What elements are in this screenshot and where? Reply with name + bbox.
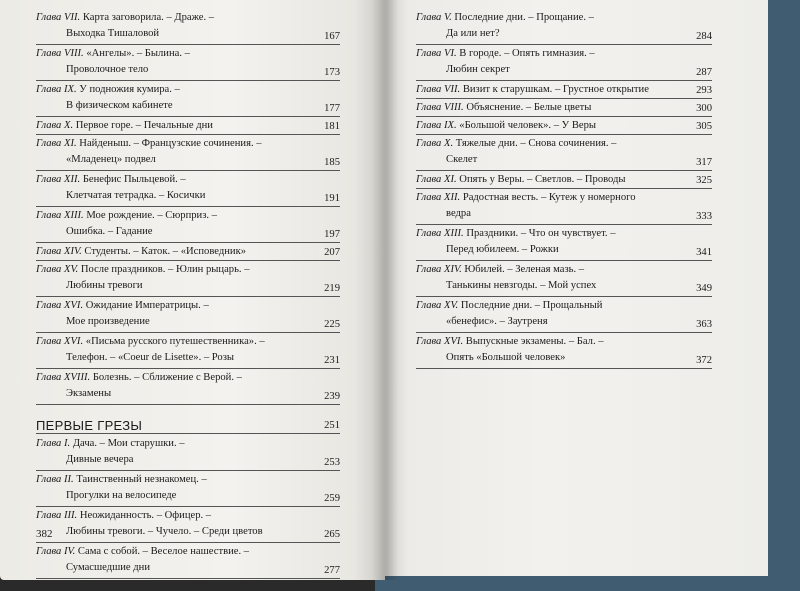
book-gutter (372, 0, 398, 580)
toc-entry-line (416, 264, 712, 280)
chapter-title: Болезнь. – Сближение с Верой. – (92, 372, 242, 383)
toc-entry (416, 300, 712, 333)
chapter-label: Глава III. (36, 510, 78, 521)
page-number: 333 (696, 211, 712, 222)
toc-entry (416, 12, 712, 45)
page-number: 197 (324, 229, 340, 240)
toc-entry-line (416, 12, 712, 28)
chapter-title: После праздников. – Юлин рыцарь. – (80, 264, 250, 275)
chapter-title: «Большой человек». – У Веры (459, 120, 596, 131)
toc-entry-line (416, 28, 712, 44)
chapter-label: Глава XIII. (416, 228, 464, 239)
chapter-title: Прогулки на велосипеде (66, 490, 177, 501)
chapter-title: Бенефис Пыльцевой. – (82, 174, 186, 185)
page-number: 167 (324, 31, 340, 42)
chapter-label: Глава X. (416, 138, 454, 149)
page-number: 225 (324, 319, 340, 330)
chapter-title: Ошибка. – Гадание (66, 226, 153, 237)
chapter-label: Глава XVI. (416, 336, 464, 347)
left-entries-list (36, 12, 340, 405)
toc-entry (36, 84, 340, 117)
chapter-label: Глава VII. (36, 12, 81, 23)
chapter-title: В физическом кабинете (66, 100, 173, 111)
chapter-title: Карта заговорила. – Драже. – (82, 12, 215, 23)
chapter-title: Танькины невзгоды. – Мой успех (446, 280, 597, 291)
toc-entry (36, 336, 340, 369)
chapter-label: Глава XV. (416, 300, 459, 311)
chapter-title: Мое рождение. – Сюрприз. – (86, 210, 217, 221)
chapter-title: Найденыш. – Французские сочинения. – (79, 138, 262, 149)
toc-entry-line (416, 316, 712, 332)
chapter-title: Выходка Тишаловой (66, 28, 160, 39)
chapter-title: Любины тревоги (66, 280, 143, 291)
toc-entry (416, 84, 712, 99)
chapter-title: Первое горе. – Печальные дни (75, 120, 213, 131)
toc-entry-line (36, 454, 340, 470)
chapter-title: Студенты. – Каток. – «Исповедник» (84, 246, 247, 257)
section-title: ПЕРВЫЕ ГРЕЗЫ (36, 418, 143, 433)
toc-entry-line (36, 48, 340, 64)
page-number: 349 (696, 283, 712, 294)
chapter-title: Тяжелые дни. – Снова сочинения. – (455, 138, 617, 149)
chapter-title: Визит к старушкам. – Грустное открытие (462, 84, 649, 95)
toc-entry-line (416, 208, 712, 224)
chapter-label: Глава X. (36, 120, 74, 131)
toc-entry-line (416, 336, 712, 352)
chapter-title: Проволочное тело (66, 64, 149, 75)
toc-entry-line (36, 174, 340, 190)
page-number: 300 (696, 103, 712, 114)
left-toc (36, 12, 340, 582)
chapter-title: Мое произведение (66, 316, 150, 327)
toc-entry (416, 264, 712, 297)
toc-entry-line (36, 246, 340, 260)
toc-entry-line (36, 84, 340, 100)
toc-entry-line (36, 438, 340, 454)
right-toc (416, 12, 712, 372)
page-number: 239 (324, 391, 340, 402)
toc-entry-line (416, 300, 712, 316)
chapter-title: «Письма русского путешественника». – (85, 336, 265, 347)
toc-entry-line (36, 474, 340, 490)
toc-entry-line (36, 316, 340, 332)
toc-entry-line (36, 562, 340, 578)
chapter-title: Праздники. – Что он чувствует. – (466, 228, 616, 239)
toc-entry (36, 210, 340, 243)
toc-entry-line (416, 228, 712, 244)
toc-entry-line (416, 120, 712, 134)
chapter-title: Любины тревоги. – Чучело. – Среди цветов (66, 526, 263, 537)
toc-entry-line (416, 174, 712, 188)
toc-entry-line (416, 280, 712, 296)
chapter-label: Глава XV. (36, 264, 79, 275)
chapter-label: Глава VIII. (36, 48, 84, 59)
toc-entry (416, 120, 712, 135)
chapter-title: Объяснение. – Белые цветы (466, 102, 592, 113)
toc-entry-line (416, 244, 712, 260)
chapter-label: Глава IX. (36, 84, 77, 95)
page-number: 372 (696, 355, 712, 366)
toc-entry (36, 438, 340, 471)
page-number: 341 (696, 247, 712, 258)
chapter-label: Глава VI. (416, 48, 457, 59)
toc-entry (416, 138, 712, 171)
toc-entry-line (416, 48, 712, 64)
toc-entry-line (36, 154, 340, 170)
page-number: 207 (324, 247, 340, 258)
chapter-title: Дача. – Мои старушки. – (72, 438, 185, 449)
page-number: 253 (324, 457, 340, 468)
chapter-label: Глава XIV. (416, 264, 462, 275)
chapter-title: Перед юбилеем. – Рожки (446, 244, 559, 255)
toc-entry (36, 546, 340, 579)
chapter-title: «бенефис». – Заутреня (446, 316, 548, 327)
page-number: 293 (696, 85, 712, 96)
toc-entry-line (36, 210, 340, 226)
chapter-title: Ожидание Императрицы. – (85, 300, 209, 311)
chapter-title: Любин секрет (446, 64, 510, 75)
toc-entry-line (36, 64, 340, 80)
toc-entry (36, 372, 340, 405)
page-number: 277 (324, 565, 340, 576)
toc-entry (416, 48, 712, 81)
chapter-label: Глава XIV. (36, 246, 82, 257)
toc-entry-line (416, 154, 712, 170)
toc-entry-line (416, 138, 712, 154)
page-number: 317 (696, 157, 712, 168)
page-number: 173 (324, 67, 340, 78)
page-number: 325 (696, 175, 712, 186)
toc-entry-line (416, 102, 712, 116)
toc-entry (36, 300, 340, 333)
toc-entry-line (36, 526, 340, 542)
chapter-title: Юбилей. – Зеленая мазь. – (464, 264, 585, 275)
toc-entry (36, 474, 340, 507)
chapter-title: Опять у Веры. – Светлов. – Проводы (459, 174, 626, 185)
chapter-title: В городе. – Опять гимназия. – (459, 48, 595, 59)
page-number: 265 (324, 529, 340, 540)
toc-entry (416, 174, 712, 189)
section-entries-list (36, 438, 340, 579)
chapter-label: Глава II. (36, 474, 74, 485)
chapter-title: Сама с собой. – Веселое нашествие. – (77, 546, 250, 557)
chapter-title: Радостная весть. – Кутеж у номерного (462, 192, 636, 203)
toc-entry (416, 228, 712, 261)
toc-entry (36, 12, 340, 45)
page-number: 231 (324, 355, 340, 366)
toc-entry (36, 120, 340, 135)
chapter-title: Да или нет? (446, 28, 500, 39)
toc-entry (416, 336, 712, 369)
chapter-label: Глава XII. (36, 174, 81, 185)
chapter-label: Глава IV. (36, 546, 76, 557)
toc-entry-line (36, 336, 340, 352)
toc-entry-line (36, 300, 340, 316)
chapter-label: Глава XIII. (36, 210, 84, 221)
chapter-title: Экзамены (66, 388, 112, 399)
toc-entry-line (416, 192, 712, 208)
toc-entry (416, 102, 712, 117)
page-number: 363 (696, 319, 712, 330)
toc-entry (36, 264, 340, 297)
toc-entry-line (36, 490, 340, 506)
page-number: 259 (324, 493, 340, 504)
chapter-title: Последние дни. – Прощание. – (454, 12, 594, 23)
page-number: 191 (324, 193, 340, 204)
toc-entry-line (36, 510, 340, 526)
toc-entry-line (36, 12, 340, 28)
section-heading (36, 415, 340, 434)
chapter-title: У подножия кумира. – (79, 84, 180, 95)
page-folio: 382 (36, 528, 53, 540)
toc-entry-line (416, 352, 712, 368)
chapter-label: Глава V. (416, 12, 452, 23)
toc-entry-line (36, 120, 340, 134)
right-entries-list (416, 12, 712, 369)
page-number: 287 (696, 67, 712, 78)
section-page-number: 251 (324, 420, 340, 431)
page-number: 305 (696, 121, 712, 132)
chapter-label: Глава VII. (416, 84, 461, 95)
toc-entry-line (36, 28, 340, 44)
chapter-label: Глава XVI. (36, 300, 84, 311)
page-number: 185 (324, 157, 340, 168)
chapter-label: Глава IX. (416, 120, 457, 131)
toc-entry (416, 192, 712, 225)
page-number: 219 (324, 283, 340, 294)
chapter-label: Глава I. (36, 438, 71, 449)
toc-entry-line (416, 84, 712, 98)
chapter-title: «Ангелы». – Былина. – (86, 48, 190, 59)
toc-entry-line (36, 138, 340, 154)
chapter-title: Скелет (446, 154, 478, 165)
toc-entry-line (36, 352, 340, 368)
chapter-title: «Младенец» подвел (66, 154, 156, 165)
chapter-label: Глава XII. (416, 192, 461, 203)
toc-entry (36, 510, 340, 543)
page-number: 177 (324, 103, 340, 114)
chapter-title: Опять «Большой человек» (446, 352, 566, 363)
toc-entry (36, 48, 340, 81)
page-number: 284 (696, 31, 712, 42)
chapter-title: ведра (446, 208, 471, 219)
chapter-title: Таинственный незнакомец. – (76, 474, 207, 485)
toc-entry-line (36, 226, 340, 242)
chapter-title: Дивные вечера (66, 454, 134, 465)
chapter-title: Последние дни. – Прощальный (460, 300, 603, 311)
chapter-label: Глава XVIII. (36, 372, 91, 383)
chapter-title: Телефон. – «Coeur de Lisette». – Розы (66, 352, 235, 363)
chapter-label: Глава XI. (36, 138, 77, 149)
toc-entry-line (36, 264, 340, 280)
toc-entry (36, 246, 340, 261)
chapter-title: Клетчатая тетрадка. – Косички (66, 190, 206, 201)
chapter-title: Сумасшедшие дни (66, 562, 151, 573)
toc-entry (36, 138, 340, 171)
chapter-label: Глава VIII. (416, 102, 464, 113)
chapter-title: Выпускные экзамены. – Бал. – (465, 336, 604, 347)
toc-entry-line (36, 546, 340, 562)
toc-entry-line (36, 372, 340, 388)
chapter-label: Глава XVI. (36, 336, 84, 347)
toc-entry-line (36, 280, 340, 296)
toc-entry-line (416, 64, 712, 80)
toc-entry-line (36, 100, 340, 116)
toc-entry (36, 174, 340, 207)
chapter-label: Глава XI. (416, 174, 457, 185)
toc-entry-line (36, 190, 340, 206)
chapter-title: Неожиданность. – Офицер. – (79, 510, 212, 521)
page-number: 181 (324, 121, 340, 132)
toc-entry-line (36, 388, 340, 404)
